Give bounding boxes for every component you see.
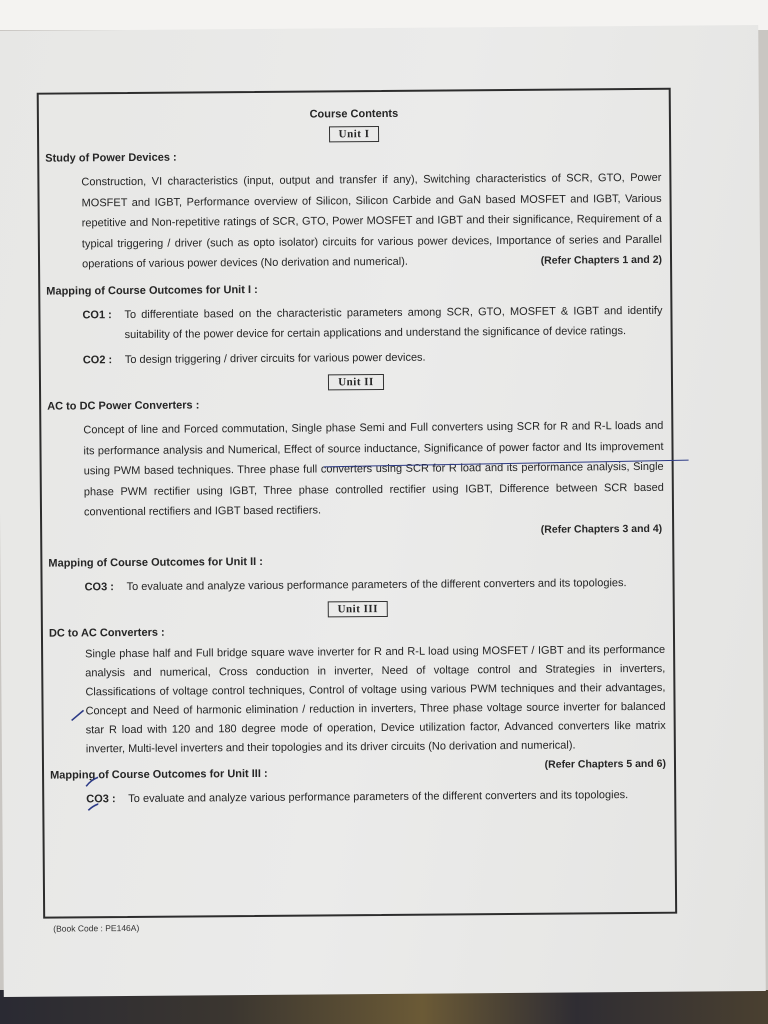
outcome-item bbox=[82, 300, 662, 346]
unit-2-refer: (Refer Chapters 3 and 4) bbox=[540, 522, 663, 536]
pen-tick-marks bbox=[68, 706, 99, 818]
unit-2-heading: AC to DC Power Converters : bbox=[47, 399, 200, 413]
course-contents-box bbox=[37, 88, 677, 919]
course-contents bbox=[39, 90, 675, 810]
outcome-code: CO3 : bbox=[86, 793, 116, 806]
outcome-text: To differentiate based on the characteristic parameters among SCR, GTO, MOSFET & IGBT and identify suitability of the power device for certain applications and understand the significance of device ratings. bbox=[124, 304, 663, 342]
unit-1-refer: (Refer Chapters 1 and 2) bbox=[540, 253, 663, 267]
unit-2-mapping-heading: Mapping of Course Outcomes for Unit II : bbox=[48, 555, 263, 570]
unit-3-mapping-heading: Mapping of Course Outcomes for Unit III : bbox=[50, 767, 268, 782]
outcome-text: To evaluate and analyze various performance parameters of the different converters and its topologies. bbox=[126, 576, 627, 593]
outcome-item bbox=[85, 572, 665, 597]
outcome-item bbox=[86, 785, 666, 810]
outcome-code: CO2 : bbox=[82, 353, 113, 366]
unit-1-body: Construction, VI characteristics (input, output and transfer if any), Switching characteristics of SCR, GTO, Power MOSFET and IGBT, Performance overview of Silicon, Silicon Carbide and GaN based MOSFET and IGBT, Various repetitive and Non-repetitive ratings of SCR, GTO, Power MOSFET and IGBT and their significance, Requirement of a typical triggering / driver (such as opto isolator) circuits for various power devices, Importance of series and Parallel operations of various power devices (No derivation and numerical). (Refer Chapters 1 and 2) bbox=[81, 171, 663, 271]
outcome-code: CO1 : bbox=[82, 308, 112, 321]
outcome-code: CO3 : bbox=[84, 580, 114, 593]
unit-3-label: Unit III bbox=[328, 601, 388, 617]
unit-1-mapping-heading: Mapping of Course Outcomes for Unit I : bbox=[46, 283, 258, 298]
paper-page bbox=[0, 25, 766, 997]
unit-2-body: Concept of line and Forced commutation, Single phase Semi and Full converters using SCR for R and R-L loads and its performance analysis and Numerical, Effect of source inductance, Significance of power factor and Its improvement using PWM based techniques. Three phase full converters using SCR for R load and its performance analysis, Single phase PWM rectifier using IGBT, Three phase controlled rectifier using IGBT, Difference between SCR based conventional rectifiers and IGBT based rectifiers. bbox=[83, 419, 664, 519]
unit-3-heading: DC to AC Converters : bbox=[48, 626, 165, 640]
outcome-text: To design triggering / driver circuits for various power devices. bbox=[124, 351, 426, 366]
unit-3-refer: (Refer Chapters 5 and 6) bbox=[544, 757, 667, 771]
unit-2-label: Unit II bbox=[328, 374, 384, 390]
book-code: (Book Code : PE146A) bbox=[53, 922, 140, 934]
outcome-text: To evaluate and analyze various performance parameters of the different converters and its topologies. bbox=[128, 789, 629, 805]
unit-3-body: Single phase half and Full bridge square wave inverter for R and R-L load using MOSFET / IGBT and its performance analysis and numerical, Cross conduction in inverter, Need of voltage control and Strategies in inverters, Classifications of voltage control techniques, Control of voltage using various PWM techniques and their advantages, Concept and Need of harmonic elimination / reduction in inverters, Three phase voltage source inverter for balanced star R load with 120 and 180 degree mode of operation, Device utilization factor, Advanced converters like matrix inverter, Multi-level inverters and their topologies and its driver circuits (No derivation and numerical). (Refer Chapters 5 and 6) bbox=[85, 641, 666, 760]
outcome-item bbox=[83, 345, 663, 370]
page-title: Course Contents bbox=[309, 107, 399, 121]
unit-1-label: Unit I bbox=[329, 126, 380, 142]
unit-1-heading: Study of Power Devices : bbox=[45, 151, 177, 165]
